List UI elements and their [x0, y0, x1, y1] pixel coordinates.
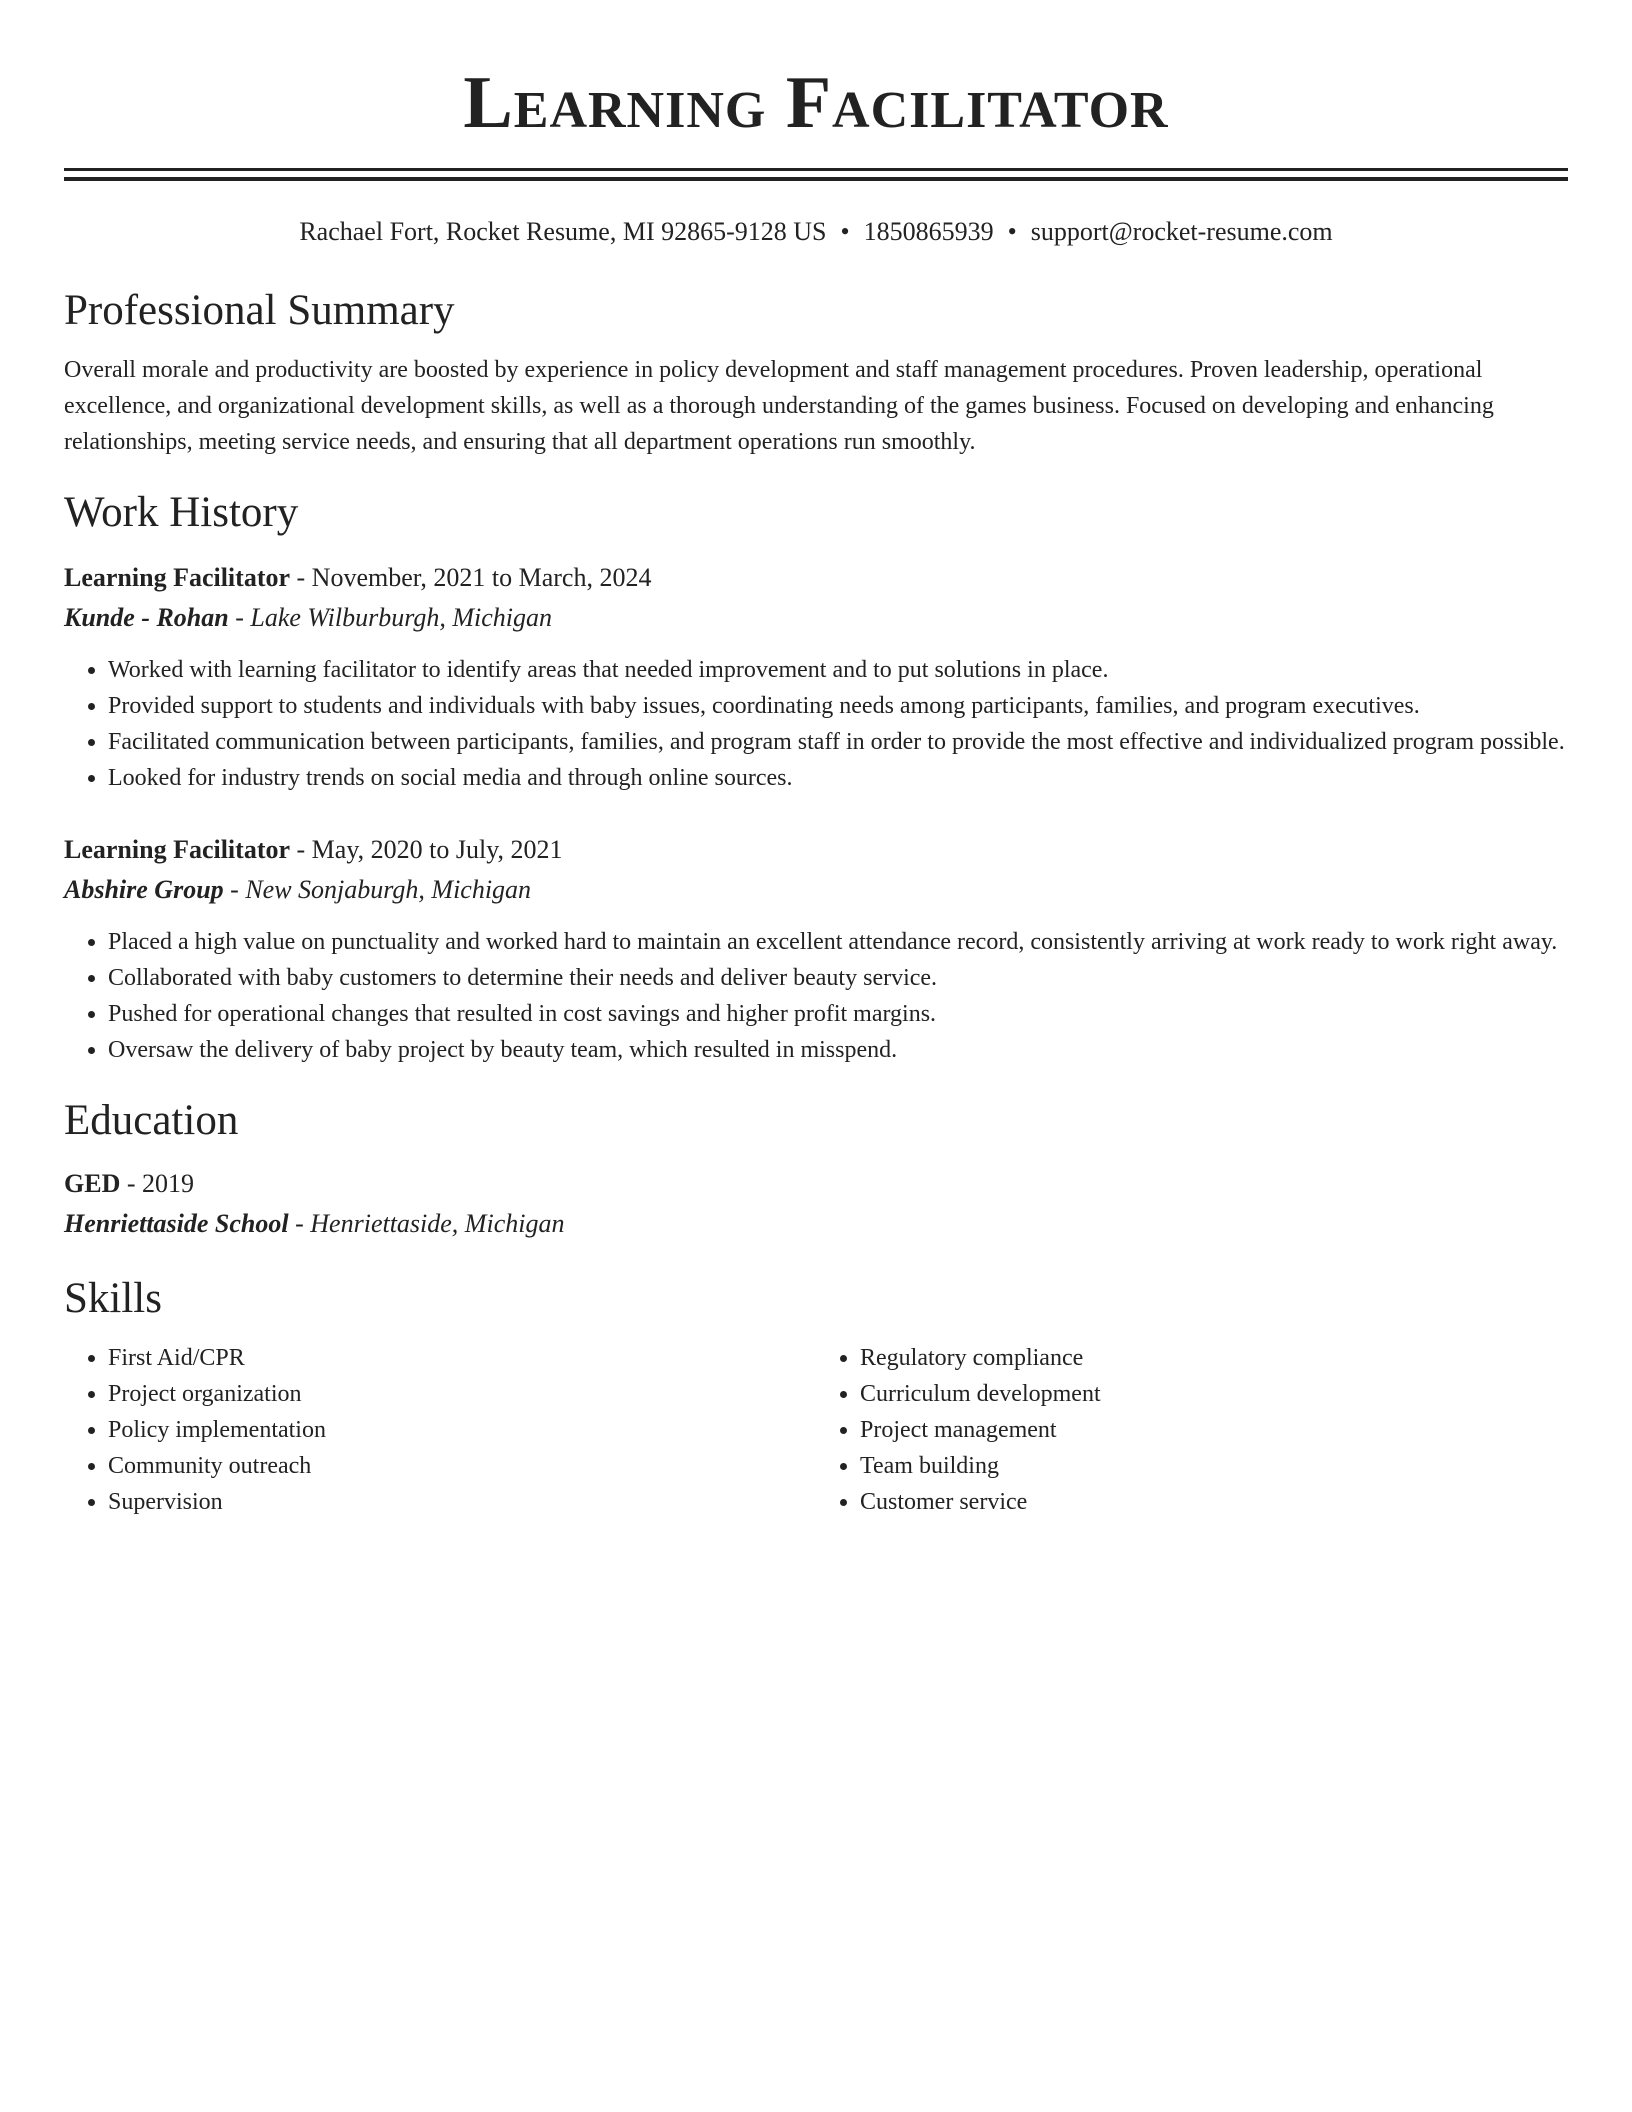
school-name: Henriettaside School	[64, 1209, 289, 1238]
title-divider-bottom	[64, 177, 1568, 181]
list-item: • Curriculum development	[860, 1376, 1568, 1412]
list-item: • First Aid/CPR	[108, 1340, 816, 1376]
list-item: • Regulatory compliance	[860, 1340, 1568, 1376]
contact-address: Rachael Fort, Rocket Resume, MI 92865-9128 US	[299, 217, 827, 246]
summary-text: Overall morale and productivity are boosted by experience in policy development and staff management procedures. Proven leadership, operational excellence, and organizational development skills, as well as a thorough understanding of the games business. Focused on developing and enhancing relationships, meeting service needs, and ensuring that all department operations run smoothly.	[64, 357, 1494, 455]
work-history-section	[64, 486, 1568, 1068]
list-item: • Team building	[860, 1448, 1568, 1484]
company-line	[64, 598, 1568, 638]
list-item: • Policy implementation	[108, 1412, 816, 1448]
title-divider	[64, 168, 1568, 174]
contact-line	[64, 214, 1568, 250]
job-dates: - May, 2020 to July, 2021	[290, 835, 563, 864]
list-item: • Project management	[860, 1412, 1568, 1448]
skills-columns	[64, 1340, 1568, 1520]
list-item: • Supervision	[108, 1484, 816, 1520]
skills-list-right	[816, 1340, 1568, 1520]
degree-line	[64, 1164, 1568, 1204]
education-entry	[64, 1164, 1568, 1244]
job-title-line	[64, 830, 1568, 870]
section-heading-skills: Skills	[64, 1275, 162, 1322]
professional-summary-section	[64, 284, 1568, 460]
contact-email: support@rocket-resume.com	[1030, 217, 1333, 246]
job-entry	[64, 830, 1568, 1068]
list-item: • Customer service	[860, 1484, 1568, 1520]
job-title: Learning Facilitator	[64, 563, 291, 592]
education-section	[64, 1094, 1568, 1244]
skills-list-left	[64, 1340, 816, 1520]
list-item: • Looked for industry trends on social media and through online sources.	[108, 760, 1568, 796]
company-location: - Lake Wilburburgh, Michigan	[228, 603, 553, 632]
graduation-year: - 2019	[120, 1169, 195, 1198]
company-line	[64, 870, 1568, 910]
list-item: • Placed a high value on punctuality and worked hard to maintain an excellent attendance record, consistently arriving at work ready to work right away.	[108, 924, 1568, 960]
job-title: Learning Facilitator	[64, 835, 291, 864]
degree: GED	[64, 1169, 121, 1198]
list-item: • Oversaw the delivery of baby project by beauty team, which resulted in misspend.	[108, 1032, 1568, 1068]
list-item: • Provided support to students and individuals with baby issues, coordinating needs among participants, families, and program executives.	[108, 688, 1568, 724]
contact-separator: •	[1007, 217, 1017, 246]
school-line	[64, 1204, 1568, 1244]
contact-phone: 1850865939	[863, 217, 994, 246]
skills-section	[64, 1272, 1568, 1520]
job-bullets	[64, 924, 1568, 1068]
section-heading-work: Work History	[64, 489, 299, 536]
list-item: • Facilitated communication between participants, families, and program staff in order to provide the most effective and individualized program possible.	[108, 724, 1568, 760]
school-location: - Henriettaside, Michigan	[288, 1209, 565, 1238]
list-item: • Collaborated with baby customers to determine their needs and deliver beauty service.	[108, 960, 1568, 996]
company-name: Kunde - Rohan	[64, 603, 229, 632]
list-item: • Community outreach	[108, 1448, 816, 1484]
resume-title: Learning Facilitator	[463, 62, 1169, 144]
list-item: • Pushed for operational changes that resulted in cost savings and higher profit margins.	[108, 996, 1568, 1032]
company-location: - New Sonjaburgh, Michigan	[223, 875, 532, 904]
contact-separator: •	[840, 217, 850, 246]
job-bullets	[64, 652, 1568, 796]
section-heading-summary: Professional Summary	[64, 287, 455, 334]
company-name: Abshire Group	[64, 875, 224, 904]
list-item: • Project organization	[108, 1376, 816, 1412]
job-title-line	[64, 558, 1568, 598]
job-dates: - November, 2021 to March, 2024	[290, 563, 652, 592]
job-entry	[64, 558, 1568, 796]
section-heading-education: Education	[64, 1097, 239, 1144]
list-item: • Worked with learning facilitator to identify areas that needed improvement and to put solutions in place.	[108, 652, 1568, 688]
